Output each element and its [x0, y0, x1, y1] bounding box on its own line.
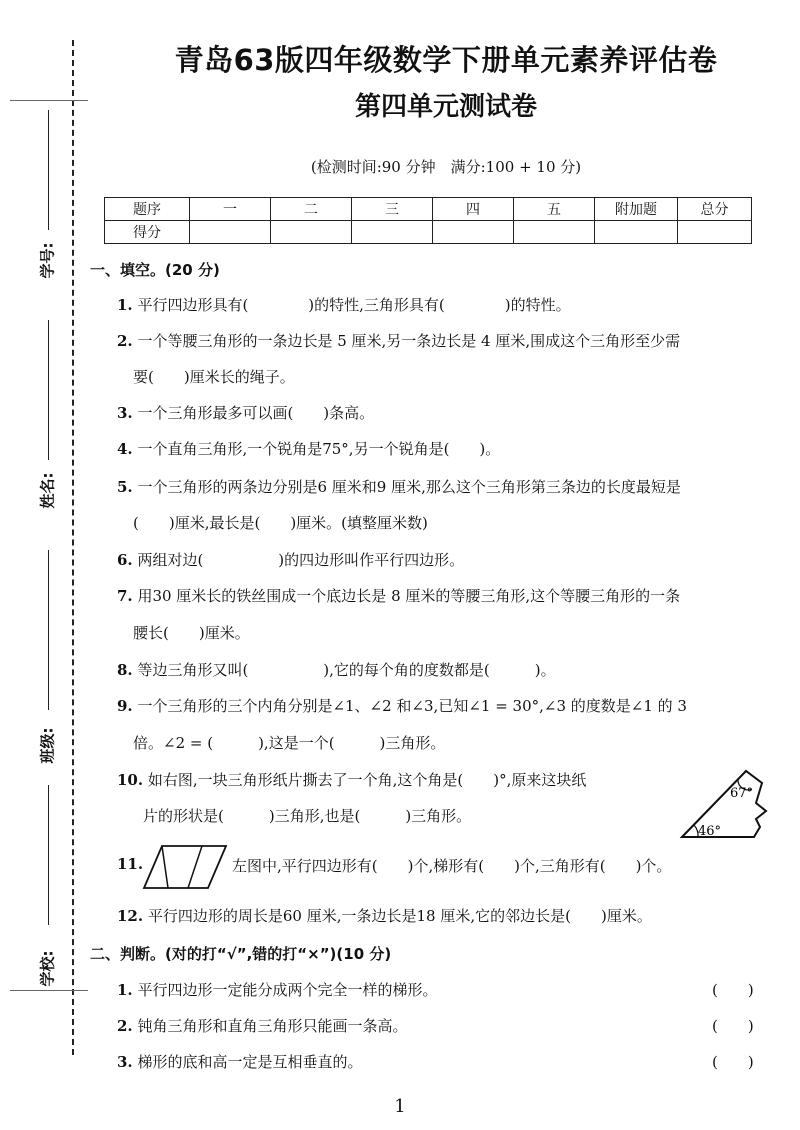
parallelogram-figure [140, 842, 230, 892]
binding-dashed-line [72, 40, 74, 1055]
table-cell: 得分 [105, 221, 190, 244]
question-line: 4. 一个直角三角形,一个锐角是75°,另一个锐角是( )。 [117, 440, 501, 458]
section-heading-fill-in: 一、填空。(20 分) [90, 261, 220, 279]
question-line-cont: 倍。∠2 = ( ),这是一个( )三角形。 [133, 734, 446, 752]
score-input-cell[interactable] [352, 221, 433, 244]
name-label: 姓名: [38, 472, 57, 509]
question-line: 5. 一个三角形的两条边分别是6 厘米和9 厘米,那么这个三角形第三条边的长度最短是 [117, 478, 681, 496]
student-id-label: 学号: [38, 242, 57, 279]
answer-paren[interactable]: ( ) [712, 1053, 754, 1071]
page-title: 青岛63版四年级数学下册单元素养评估卷 [174, 43, 718, 77]
question-line: 3. 梯形的底和高一定是互相垂直的。 [117, 1053, 363, 1071]
student-id-line [48, 110, 49, 230]
page-subtitle: 第四单元测试卷 [354, 92, 537, 122]
margin-rule-top [10, 100, 88, 101]
question-line-cont: 要( )厘米长的绳子。 [133, 368, 295, 386]
score-input-cell[interactable] [190, 221, 271, 244]
margin-rule-bottom [10, 990, 88, 991]
question-line: 10. 如右图,一块三角形纸片撕去了一个角,这个角是( )°,原来这块纸 [117, 771, 587, 789]
question-line: 3. 一个三角形最多可以画( )条高。 [117, 404, 375, 422]
question-line-cont: 左图中,平行四边形有( )个,梯形有( )个,三角形有( )个。 [232, 857, 672, 875]
exam-meta: (检测时间:90 分钟 满分:100 + 10 分) [310, 158, 582, 176]
question-line: 1. 平行四边形具有( )的特性,三角形具有( )的特性。 [117, 296, 571, 314]
table-cell: 题序 [105, 198, 190, 221]
question-line-cont: ( )厘米,最长是( )厘米。(填整厘米数) [133, 514, 428, 532]
answer-paren[interactable]: ( ) [712, 981, 754, 999]
question-line: 12. 平行四边形的周长是60 厘米,一条边长是18 厘米,它的邻边长是( )厘米。 [117, 907, 652, 925]
school-label: 学校: [38, 950, 57, 987]
angle-label-bottom: 46° [698, 824, 722, 839]
question-line-cont: 片的形状是( )三角形,也是( )三角形。 [143, 807, 472, 825]
table-cell: 四 [433, 198, 514, 221]
question-line: 8. 等边三角形又叫( ),它的每个角的度数都是( )。 [117, 661, 556, 679]
class-line [48, 550, 49, 710]
question-line-cont: 腰长( )厘米。 [133, 624, 250, 642]
page-number: 1 [394, 1096, 406, 1117]
score-input-cell[interactable] [595, 221, 678, 244]
question-line: 9. 一个三角形的三个内角分别是∠1、∠2 和∠3,已知∠1 = 30°,∠3 的度数是∠1 的 3 [117, 697, 687, 715]
question-line: 11. [117, 855, 144, 873]
score-input-cell[interactable] [678, 221, 752, 244]
school-line [48, 785, 49, 925]
table-cell: 二 [271, 198, 352, 221]
table-cell: 五 [514, 198, 595, 221]
answer-paren[interactable]: ( ) [712, 1017, 754, 1035]
score-input-cell[interactable] [433, 221, 514, 244]
question-line: 6. 两组对边( )的四边形叫作平行四边形。 [117, 551, 465, 569]
score-table-score-row [105, 221, 752, 244]
question-line: 1. 平行四边形一定能分成两个完全一样的梯形。 [117, 981, 438, 999]
table-cell: 附加题 [595, 198, 678, 221]
torn-triangle-figure [676, 765, 776, 845]
score-input-cell[interactable] [514, 221, 595, 244]
question-line: 7. 用30 厘米长的铁丝围成一个底边长是 8 厘米的等腰三角形,这个等腰三角形的一条 [117, 587, 681, 605]
table-cell: 总分 [678, 198, 752, 221]
score-table [104, 197, 752, 244]
question-line: 2. 一个等腰三角形的一条边长是 5 厘米,另一条边长是 4 厘米,围成这个三角形至少需 [117, 332, 681, 350]
question-line: 2. 钝角三角形和直角三角形只能画一条高。 [117, 1017, 408, 1035]
name-line [48, 320, 49, 460]
table-cell: 一 [190, 198, 271, 221]
table-cell: 三 [352, 198, 433, 221]
class-label: 班级: [38, 727, 57, 764]
section-heading-true-false: 二、判断。(对的打“√”,错的打“×”)(10 分) [90, 945, 392, 963]
score-table-header-row [105, 198, 752, 221]
angle-label-top: 67° [730, 786, 754, 801]
score-input-cell[interactable] [271, 221, 352, 244]
